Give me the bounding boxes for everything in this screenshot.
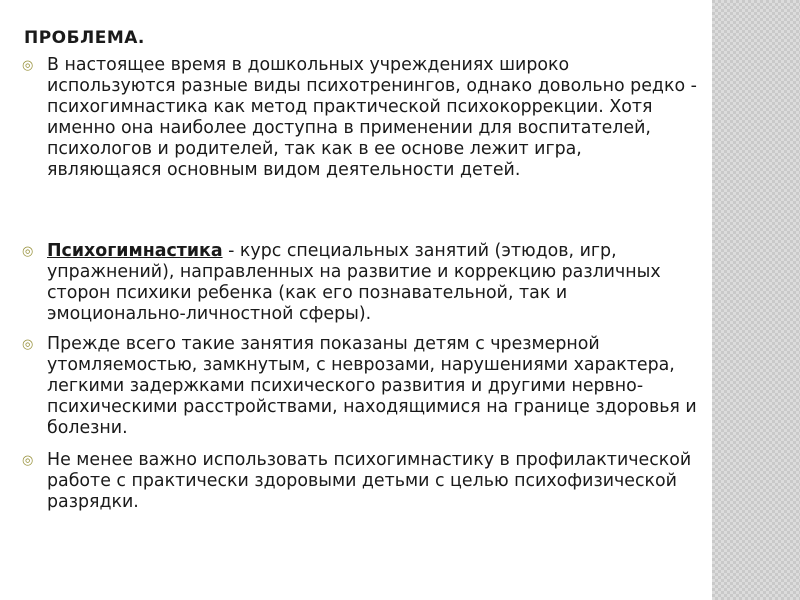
term-psychogymnastics: Психогимнастика [47,241,223,261]
bullet-text-2 [47,241,700,325]
bullet-text-4: Не менее важно использовать психогимнастику в профилактической работе с практически здоровыми детьми с целью психофизической разрядки. [47,450,692,512]
bullseye-icon: ◎ [22,337,34,352]
bullseye-icon: ◎ [22,244,34,259]
bullet-item-3 [22,334,700,439]
bullseye-icon: ◎ [22,453,34,468]
bullet-item-2 [22,241,700,325]
bullet-text-1: В настоящее время в дошкольных учреждениях широко используются разные виды психотренингов, однако довольно редко - психогимнастика как метод практической психокоррекции. Хотя именно она наиболее доступна в применении для воспитателей, психологов и родителей, так как в ее основе лежит игра, являющаяся основным видом деятельности детей. [47,55,697,180]
slide-title: ПРОБЛЕМА. [24,28,145,48]
bullet-item-4 [22,450,700,513]
bullet-item-1 [22,55,700,181]
bullet-text-3: Прежде всего такие занятия показаны детям с чрезмерной утомляемостью, замкнутым, с неврозами, нарушениями характера, легкими задержками психического развития и другими нервно-психическими расстройствами, находящимися на границе здоровья и болезни. [47,334,697,438]
side-decorative-panel [712,0,800,600]
bullseye-icon: ◎ [22,58,34,73]
bullet-text-2-body: - курс специальных занятий (этюдов, игр, упражнений), направленных на развитие и коррекцию различных сторон психики ребенка (как его познавательной, так и эмоционально-личностной сферы). [47,241,661,324]
